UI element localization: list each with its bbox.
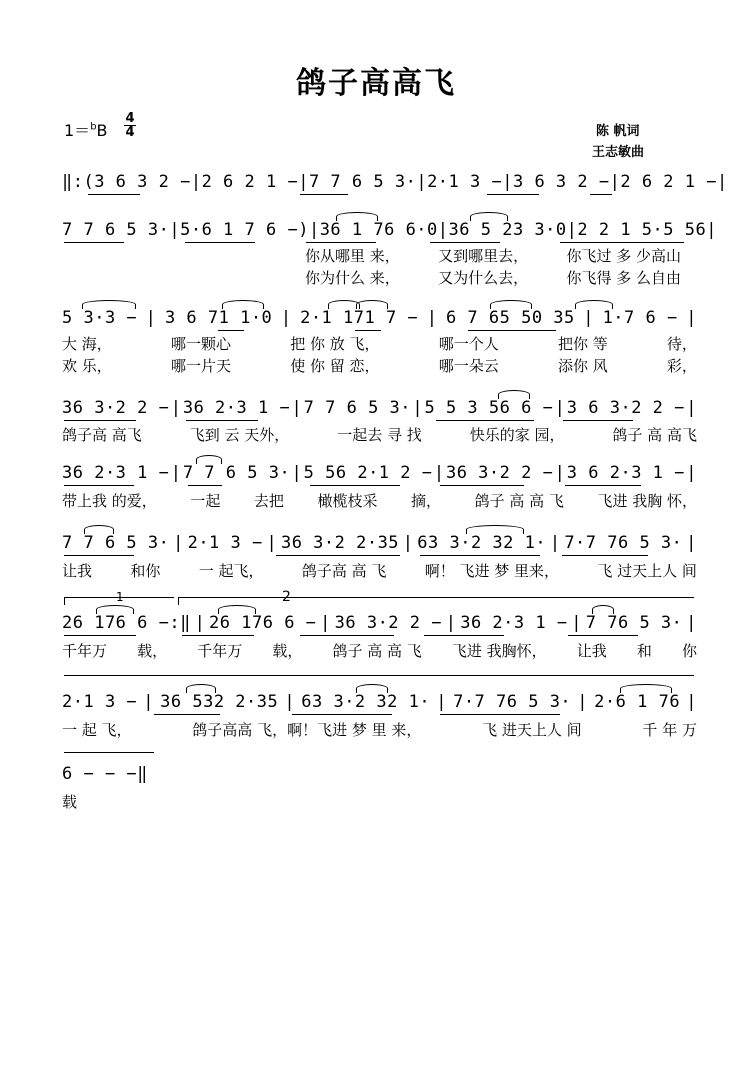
measure: 63 3·2 32 1· bbox=[301, 692, 431, 712]
measure: 36 2·3 1 − bbox=[62, 463, 170, 483]
lyric-phrase: 载 bbox=[62, 793, 78, 811]
key-prefix: 1＝ bbox=[64, 121, 91, 140]
measure: 7·7 76 5 3· bbox=[453, 692, 572, 712]
lyric-phrase: 把你 等 bbox=[557, 335, 608, 353]
lyric-phrase: 带上我 的爱， bbox=[62, 492, 157, 510]
notation-row bbox=[62, 764, 152, 784]
lyric-line bbox=[305, 245, 681, 266]
measure: 7·7 76 5 3· bbox=[564, 533, 683, 553]
lyric-phrase: 飞 进天上人 间 bbox=[482, 721, 582, 739]
measure: 2·6 1 76 bbox=[594, 692, 681, 712]
notation-row: 26 176 6 −:‖ | 26 176 6 − | 36 3·2 2 − | 36 2·3 1 − | 7 76 5 3· | bbox=[62, 613, 697, 633]
lyric-line bbox=[62, 490, 697, 511]
measure: 5·6 1 7 6 −) bbox=[180, 220, 309, 240]
lyric-phrase: 摘， bbox=[411, 492, 442, 510]
measure: 5 3·3 − bbox=[62, 308, 138, 328]
key-note: B bbox=[96, 121, 108, 140]
measure: 26 176 6 −:‖ bbox=[62, 613, 191, 633]
measure: 2·1 3 − bbox=[187, 533, 263, 553]
measure: 36 5 23 3·0 bbox=[448, 220, 567, 240]
measure: 2 2 1 5·5 56 bbox=[577, 220, 707, 240]
lyric-phrase: 载， bbox=[137, 642, 168, 660]
lyric-phrase: 大 海， bbox=[62, 335, 112, 353]
notation-row: 2·1 3 − | 36 532 2·35 | 63 3·2 32 1· | 7·7 76 5 3· | 2·6 1 76 | bbox=[62, 692, 697, 712]
measure: 5 5 3 56 6 − bbox=[424, 398, 554, 418]
notation-row: 36 3·2 2 − | 36 2·3 1 − | 7 7 6 5 3· | 5 5 3 56 6 − | 3 6 3·2 2 − | bbox=[62, 398, 697, 418]
measure: 36 2·3 1 − bbox=[182, 398, 291, 418]
lyric-phrase: 一起 bbox=[190, 492, 221, 510]
measure: 7 7 6 5 3· bbox=[62, 533, 170, 553]
lyric-phrase: 鸽子高 高 飞 bbox=[301, 562, 387, 580]
measure: 7 7 6 5 3· bbox=[182, 463, 291, 483]
measure: 36 3·2 2·35 bbox=[280, 533, 400, 553]
measure: 2 6 2 1 − bbox=[620, 172, 717, 192]
notation-row: 5 3·3 − | 3 6 71 1·0 | 2·1 171 7 − | 6 7 65 50 35 | 1·7 6 − | bbox=[62, 308, 697, 328]
measure: 36 532 2·35 bbox=[160, 692, 279, 712]
lyric-phrase: 鸽子 高 高飞 bbox=[612, 426, 697, 444]
measure: 7 7 6 5 3· bbox=[62, 220, 170, 240]
flat-sign: b bbox=[90, 121, 97, 133]
measure: 36 3·2 2 − bbox=[334, 613, 442, 633]
measure: 2·1 171 7 − bbox=[300, 308, 419, 328]
lyric-phrase: 和 bbox=[636, 642, 652, 660]
lyric-phrase: 彩， bbox=[666, 357, 697, 375]
notation-row: ‖:(3 6 3 2 − | 2 6 2 1 − | 7 7 6 5 3· | 2·1 3 − | 3 6 3 2 − | 2 6 2 1 − | bbox=[62, 172, 728, 192]
lyric-line bbox=[62, 424, 697, 445]
lyric-line bbox=[62, 640, 697, 661]
lyric-phrase: 一 起飞， bbox=[198, 562, 264, 580]
lyric-line bbox=[305, 267, 681, 288]
lyric-phrase: 去把 bbox=[253, 492, 284, 510]
lyric-phrase: 哪一片天 bbox=[170, 357, 231, 375]
measure: 7 76 5 3· bbox=[585, 613, 683, 633]
measure: 36 2·3 1 − bbox=[460, 613, 568, 633]
lyric-line bbox=[62, 333, 697, 354]
lyric-line bbox=[62, 560, 697, 581]
measure: ‖:(3 6 3 2 − bbox=[62, 172, 191, 192]
measure: 7 7 6 5 3· bbox=[303, 398, 412, 418]
lyric-phrase: 你为什么 来， bbox=[305, 269, 400, 287]
measure: 63 3·2 32 1· bbox=[417, 533, 547, 553]
measure: 6 − − −‖ bbox=[62, 764, 148, 784]
measure: 3 6 71 1·0 bbox=[164, 308, 273, 328]
lyric-phrase: 又到哪里去， bbox=[438, 247, 529, 265]
lyric-phrase: 快乐的家 园， bbox=[469, 426, 565, 444]
notation-row: 7 7 6 5 3· | 2·1 3 − | 36 3·2 2·35 | 63 3·2 32 1· | 7·7 76 5 3· | bbox=[62, 533, 697, 553]
lyric-phrase: 哪一朵云 bbox=[438, 357, 499, 375]
lyric-line bbox=[62, 791, 122, 812]
measure: 2·1 3 − bbox=[427, 172, 503, 192]
time-sig-bottom: 4 bbox=[125, 125, 135, 140]
lyric-phrase: 鸽子 高 高 飞 bbox=[332, 642, 422, 660]
lyric-phrase: 让我 bbox=[62, 562, 93, 580]
measure: 5 56 2·1 2 − bbox=[303, 463, 433, 483]
lyric-phrase: 使 你 留 恋， bbox=[290, 357, 380, 375]
time-sig-top: 4 bbox=[125, 111, 135, 126]
lyricist-credit: 陈 帆词 bbox=[596, 124, 640, 139]
measure: 2 6 2 1 − bbox=[201, 172, 299, 192]
lyric-phrase: 你飞得 多 么自由 bbox=[566, 269, 681, 287]
lyric-phrase: 让我 bbox=[576, 642, 607, 660]
lyric-phrase: 飞到 云 天外， bbox=[189, 426, 290, 444]
lyric-phrase: 你飞过 多 少高山 bbox=[566, 247, 681, 265]
lyric-phrase: 飞 过天上人 间 bbox=[597, 562, 697, 580]
lyric-phrase: 哪一个人 bbox=[438, 335, 499, 353]
measure: 36 3·2 2 − bbox=[62, 398, 170, 418]
volta-2-number: 2 bbox=[282, 589, 291, 605]
measure: 3 6 2·3 1 − bbox=[566, 463, 685, 483]
lyric-phrase: 你从哪里 来， bbox=[305, 247, 400, 265]
lyric-phrase: 鸽子 高 高 飞 bbox=[474, 492, 564, 510]
lyric-phrase: 把 你 放 飞， bbox=[290, 335, 380, 353]
time-signature bbox=[124, 112, 136, 139]
lyric-line bbox=[62, 355, 697, 376]
lyric-phrase: 一起去 寻 找 bbox=[337, 426, 422, 444]
lyric-phrase: 千年万 bbox=[197, 642, 243, 660]
lyric-phrase: 飞进 我胸 怀， bbox=[597, 492, 697, 510]
composer-credit: 王志敏曲 bbox=[592, 145, 645, 160]
lyric-phrase: 又为什么去， bbox=[438, 269, 529, 287]
lyric-phrase: 载， bbox=[272, 642, 303, 660]
lyric-phrase: 橄榄枝采 bbox=[317, 492, 378, 510]
lyric-phrase: 待， bbox=[666, 335, 697, 353]
lyric-phrase: 和你 bbox=[130, 562, 161, 580]
lyric-line bbox=[62, 719, 697, 740]
measure: 7 7 6 5 3· bbox=[308, 172, 417, 192]
song-title: 鸽子高高飞 bbox=[296, 66, 456, 101]
volta-1-number: 1 bbox=[116, 590, 124, 604]
measure: 36 3·2 2 − bbox=[445, 463, 554, 483]
notation-row: 36 2·3 1 − | 7 7 6 5 3· | 5 56 2·1 2 − | 36 3·2 2 − | 3 6 2·3 1 − | bbox=[62, 463, 697, 483]
measure: 26 176 6 − bbox=[209, 613, 317, 633]
measure: 1·7 6 − bbox=[602, 308, 678, 328]
lyric-phrase: 添你 风 bbox=[557, 357, 608, 375]
lyric-phrase: 一 起 飞， bbox=[62, 721, 132, 739]
lyric-phrase: 你 bbox=[681, 642, 697, 660]
measure: 6 7 65 50 35 bbox=[445, 308, 575, 328]
key-signature bbox=[64, 118, 108, 141]
lyric-phrase: 欢 乐， bbox=[62, 357, 112, 375]
lyric-phrase: 哪一颗心 bbox=[170, 335, 231, 353]
notation-row: 7 7 6 5 3· | 5·6 1 7 6 −) | 36 1 76 6·0 | 36 5 23 3·0 | 2 2 1 5·5 56 | bbox=[62, 220, 717, 240]
lyric-phrase: 啊！ 飞进 梦 里来， bbox=[424, 562, 560, 580]
lyric-phrase: 鸽子高高 飞，啊！飞进 梦 里 来， bbox=[192, 721, 422, 739]
measure: 3 6 3 2 − bbox=[512, 172, 610, 192]
lyric-phrase: 千年万 bbox=[62, 642, 108, 660]
lyric-phrase: 飞进 我胸怀， bbox=[451, 642, 547, 660]
measure: 2·1 3 − bbox=[62, 692, 138, 712]
lyric-phrase: 千 年 万 bbox=[642, 721, 697, 739]
measure: 36 1 76 6·0 bbox=[319, 220, 438, 240]
measure: 3 6 3·2 2 − bbox=[566, 398, 685, 418]
lyric-phrase: 鸽子高 高飞 bbox=[62, 426, 142, 444]
